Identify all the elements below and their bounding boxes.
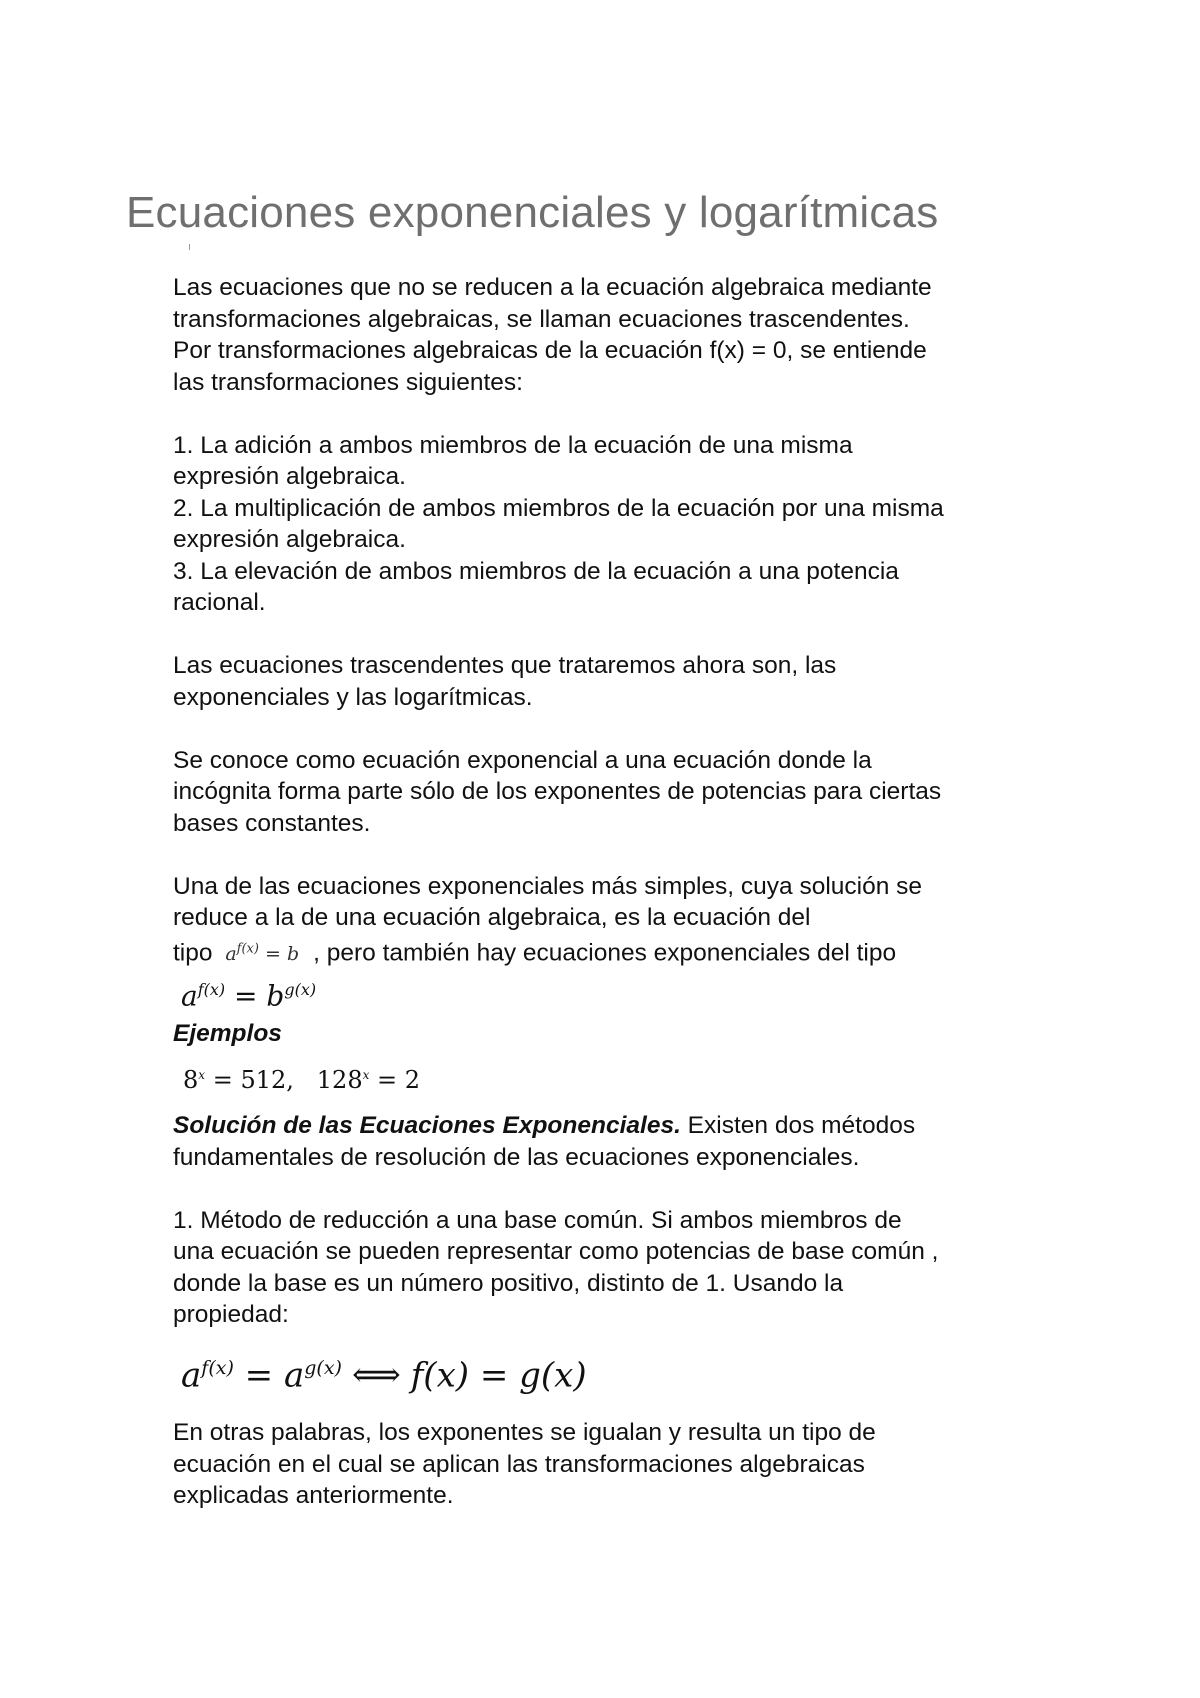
list-line: expresión algebraica. [173,463,406,490]
examples-equations: 8$^x$ = 512, 128$^x$ = 2 [183,1065,421,1094]
trascendentes-line: Las ecuaciones trascendentes que trataremos ahora son, las [173,652,837,679]
method-line: propiedad: [173,1301,289,1329]
intro-line: transformaciones algebraicas, se llaman ecuaciones trascendentes. [173,305,910,333]
method-line: una ecuación se pueden representar como potencias de base común , [173,1238,939,1266]
trascendentes-line: exponenciales y las logarítmicas. [173,683,533,711]
solution-line [173,1110,1073,1142]
simplest-tipo-label: tipo [173,938,213,966]
document-body [173,272,1073,1512]
solution-heading: Solución de las Ecuaciones Exponenciales. [173,1112,681,1140]
method-line: 1. Método de reducción a una base común. Si ambos miembros de [173,1206,902,1234]
definition-line: Se conoce como ecuación exponencial a una ecuación donde la [173,746,872,774]
conclusion-line: En otras palabras, los exponentes se igualan y resulta un tipo de [173,1419,876,1447]
conclusion-line: explicadas anteriormente. [173,1482,454,1510]
list-line: expresión algebraica. [173,526,406,553]
definition-line: bases constantes. [173,809,371,837]
simplest-line: reduce a la de una ecuación algebraica, es la ecuación del [173,904,811,931]
intro-line: Por transformaciones algebraicas de la ecuación f(x) = 0, se entiende [173,337,927,364]
solution-line: fundamentales de resolución de las ecuaciones exponenciales. [173,1143,860,1171]
list-line: 3. La elevación de ambos miembros de la ecuación a una potencia [173,557,899,585]
method-line: donde la base es un número positivo, distinto de 1. Usando la [173,1269,844,1297]
equation-af-bg: $a^{f(x)} = b^{g(x)}$ [181,979,317,1013]
solution-text: Existen dos métodos [680,1112,916,1140]
list-line: racional. [173,589,266,616]
iff-symbol: ⟺ [351,1354,401,1395]
simplest-line: Una de las ecuaciones exponenciales más simples, cuya solución se [173,872,923,900]
title-underline-mark [189,244,190,250]
inline-equation-af-b: $a^{f(x)} = b$ [225,941,300,965]
page-title: Ecuaciones exponenciales y logarítmicas [126,188,939,237]
list-line: 2. La multiplicación de ambos miembros de la ecuación por una misma [173,494,944,522]
definition-line: incógnita forma parte sólo de los exponentes de potencias para ciertas [173,778,942,805]
list-line: 1. La adición a ambos miembros de la ecuación de una misma [173,431,853,459]
simplest-line-with-equation [173,934,1073,971]
intro-line: Las ecuaciones que no se reducen a la ecuación algebraica mediante [173,274,932,301]
property-equation: $a^{f(x)} = a^{g(x)}$ ⟺ f(x) = g(x) [181,1354,587,1395]
examples-heading: Ejemplos [173,1020,282,1048]
intro-line: las transformaciones siguientes: [173,368,523,396]
conclusion-line: ecuación en el cual se aplican las transformaciones algebraicas [173,1450,865,1478]
simplest-tail: , pero también hay ecuaciones exponenciales del tipo [313,938,897,966]
